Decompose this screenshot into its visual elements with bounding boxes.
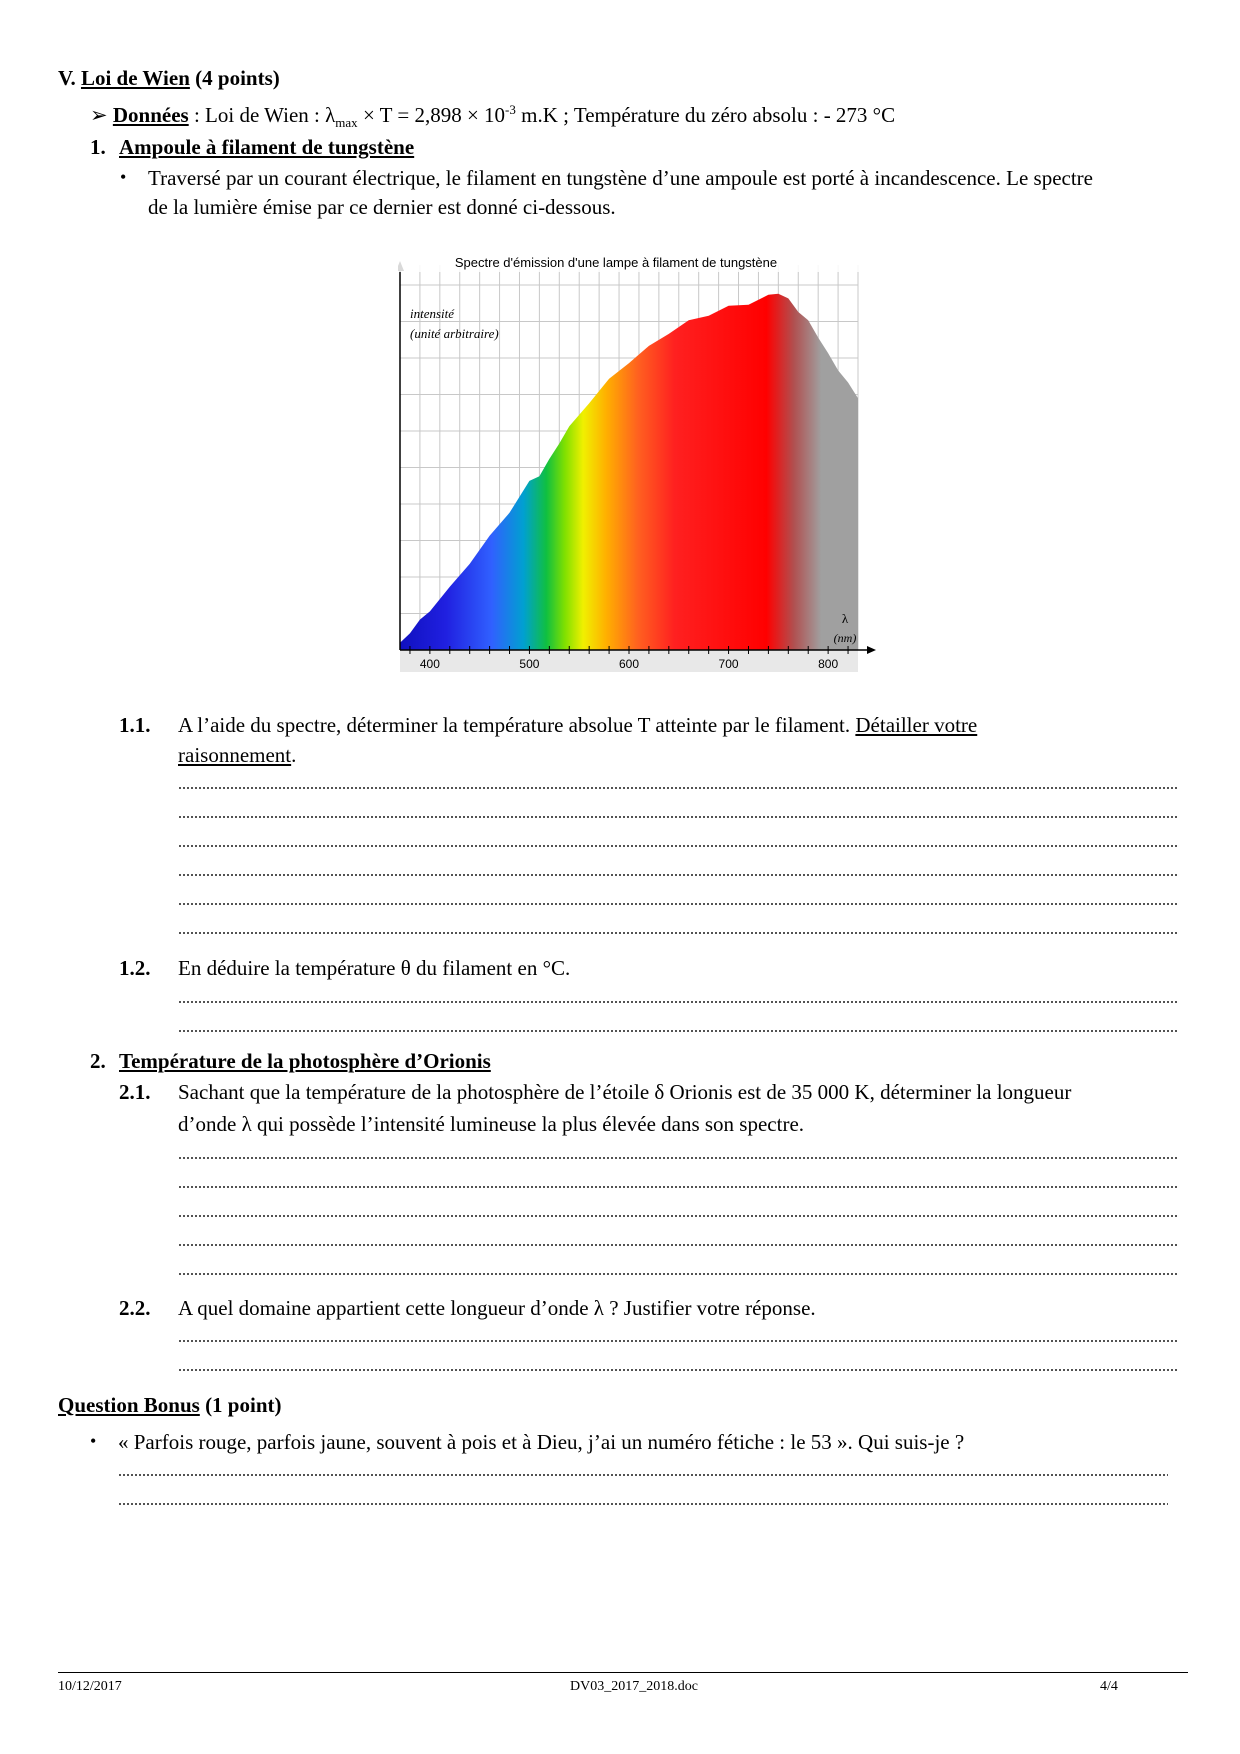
question-2-1-number: 2.1. [119,1080,151,1104]
answer-line[interactable] [178,1369,1178,1371]
subsection-title: Température de la photosphère d’Orionis [119,1049,491,1073]
chart-title: Spectre d'émission d'une lampe à filament de tungstène [454,255,778,270]
data-text-a: : Loi de Wien : λ [188,103,336,127]
x-axis-label: λ [841,611,849,626]
bullet-icon: • [120,167,127,187]
intro-line-2: de la lumière émise par ce dernier est donné ci-dessous. [148,195,616,219]
subsection-title: Ampoule à filament de tungstène [119,135,415,159]
x-tick-label: 800 [818,657,839,671]
question-1-1-underlined: Détailler votre [855,713,978,737]
answer-line[interactable] [118,1474,1168,1476]
lambda-subscript: max [335,115,358,131]
question-1-2-text: En déduire la température θ du filament en °C. [178,956,571,980]
question-1-1-text: A l’aide du spectre, déterminer la température absolue T atteinte par le filament. [178,713,856,737]
question-2-2-text: A quel domaine appartient cette longueur d’onde λ ? Justifier votre réponse. [178,1296,816,1320]
x-tick-label: 400 [419,657,440,671]
subsection-1-heading [90,135,414,160]
answer-line[interactable] [178,787,1178,789]
answer-line[interactable] [178,874,1178,876]
answer-line[interactable] [178,845,1178,847]
section-number: V. [58,66,76,90]
question-2-1-line-2: d’onde λ qui possède l’intensité lumineuse la plus élevée dans son spectre. [178,1112,805,1136]
x-tick-label: 600 [618,657,640,671]
footer-date: 10/12/2017 [58,1679,122,1694]
data-text-b: × T = 2,898 × 10 [357,103,506,127]
answer-line[interactable] [178,1273,1178,1275]
exponent: -3 [505,102,516,117]
question-1-1-line-2 [178,743,296,768]
data-text-c: m.K ; Température du zéro absolu : - 273 °C [515,103,896,127]
x-tick-label: 500 [519,657,540,671]
answer-line[interactable] [178,1215,1178,1217]
footer-page: 4/4 [1100,1679,1118,1694]
bonus-question: « Parfois rouge, parfois jaune, souvent à pois et à Dieu, j’ai un numéro fétiche : le 53 ». Qui suis-je ? [118,1430,965,1454]
answer-line[interactable] [178,1030,1178,1032]
question-1-1-underlined-2: raisonnement [178,743,292,767]
answer-line[interactable] [178,1157,1178,1159]
footer-filename: DV03_2017_2018.doc [570,1679,698,1694]
y-axis-label-1: intensité [410,306,455,321]
question-1-2-number: 1.2. [119,956,151,980]
question-1-1-line-1 [178,713,977,738]
subsection-2-heading [90,1049,491,1074]
bonus-points: (1 point) [205,1393,282,1417]
bullet-icon: • [90,1431,97,1451]
section-title: Loi de Wien [80,66,190,90]
question-2-1-line-1: Sachant que la température de la photosphère de l’étoile δ Orionis est de 35 000 K, déterminer la longueur [178,1080,1072,1104]
arrow-icon: ➢ [90,103,108,127]
section-points: (4 points) [195,66,280,90]
emission-spectrum-chart [398,245,878,680]
x-axis-unit: (nm) [833,631,857,645]
question-2-2-number: 2.2. [119,1296,151,1320]
data-line [90,102,896,131]
y-axis-label-2: (unité arbitraire) [410,326,499,341]
answer-line[interactable] [178,1340,1178,1342]
bonus-title: Question Bonus [58,1393,200,1417]
answer-line[interactable] [118,1503,1168,1505]
section-heading [58,66,280,91]
answer-line[interactable] [178,932,1178,934]
x-tick-label: 700 [718,657,739,671]
question-1-1-period: . [291,743,297,767]
intro-line-1: Traversé par un courant électrique, le filament en tungstène d’une ampoule est porté à incandescence. Le spectre [148,166,1093,190]
bonus-heading [58,1393,282,1418]
answer-line[interactable] [178,816,1178,818]
question-1-1-number: 1.1. [119,713,151,737]
subsection-number: 2. [90,1049,106,1073]
footer-rule [58,1672,1188,1673]
answer-line[interactable] [178,1186,1178,1188]
data-label: Données [112,103,189,127]
subsection-number: 1. [90,135,106,159]
answer-line[interactable] [178,1001,1178,1003]
answer-line[interactable] [178,903,1178,905]
answer-line[interactable] [178,1244,1178,1246]
